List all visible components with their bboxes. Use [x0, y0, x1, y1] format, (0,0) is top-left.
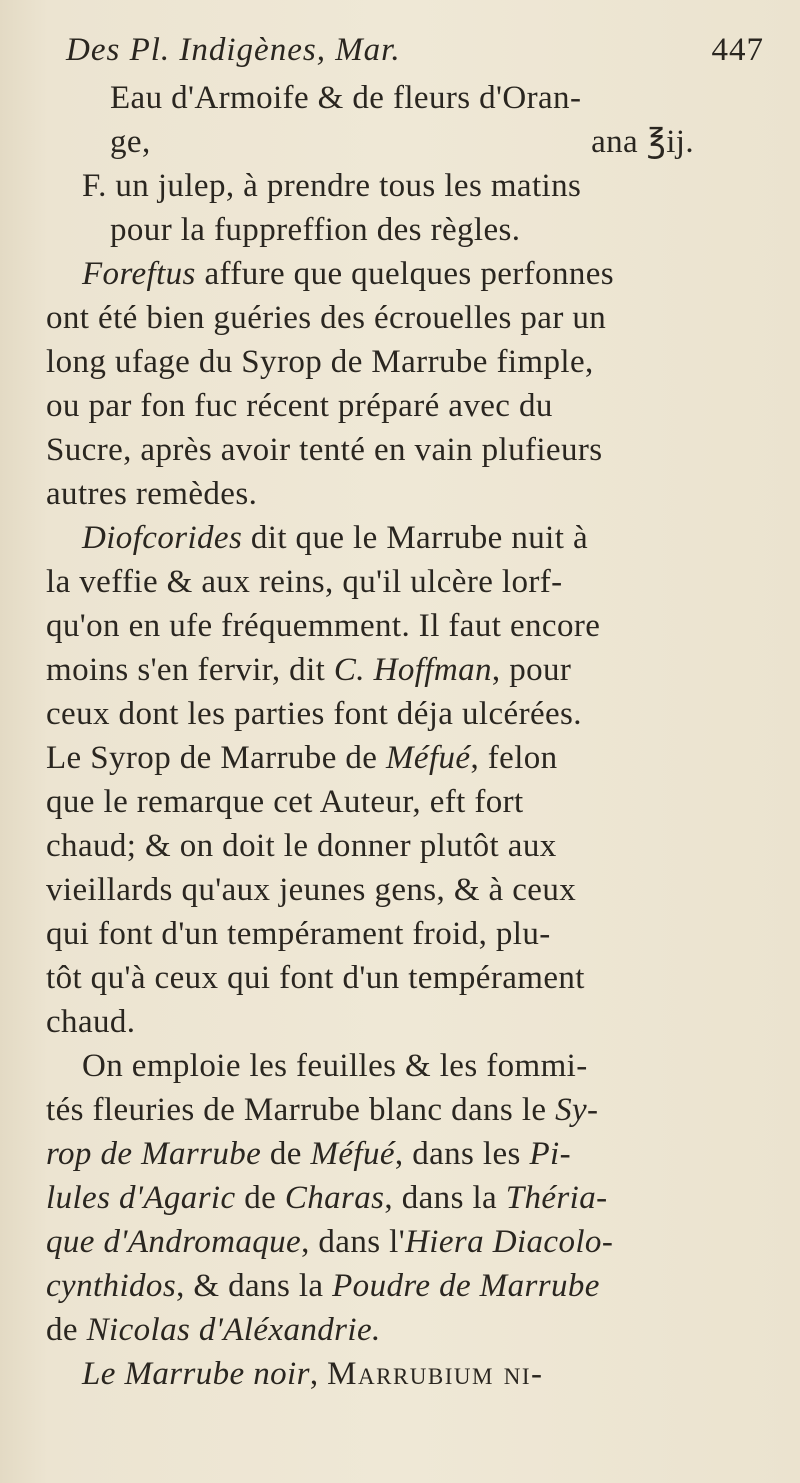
page-number: 447	[711, 32, 764, 68]
text-line: chaud.	[46, 1004, 136, 1040]
text-line: qui font d'un tempérament froid, plu-	[46, 916, 551, 952]
text-line: Sucre, après avoir tenté en vain plufieurs	[46, 432, 603, 468]
text-line: long ufage du Syrop de Marrube fimple,	[46, 344, 594, 380]
running-header	[46, 30, 764, 76]
text-line: moins s'en fervir, dit C. Hoffman, pour	[46, 652, 572, 688]
text-line: Foreftus affure que quelques perfonnes	[82, 256, 615, 292]
text-line: que d'Andromaque, dans l'Hiera Diacolo-	[46, 1224, 614, 1260]
running-title: Des Pl. Indigènes, Mar.	[66, 32, 401, 68]
text-line: lules d'Agaric de Charas, dans la Théria-	[46, 1180, 608, 1216]
text-line: F. un julep, à prendre tous les matins	[82, 168, 582, 204]
text-line: Eau d'Armoife & de fleurs d'Oran-	[110, 80, 582, 116]
text-line: tés fleuries de Marrube blanc dans le Sy-	[46, 1092, 599, 1128]
text-line: ont été bien guéries des écrouelles par un	[46, 300, 607, 336]
text-line: autres remèdes.	[46, 476, 258, 512]
text-line: que le remarque cet Auteur, eft fort	[46, 784, 524, 820]
text-line: la veffie & aux reins, qu'il ulcère lorf-	[46, 564, 563, 600]
text-line: pour la fuppreffion des règles.	[110, 212, 521, 248]
text-line: Diofcorides dit que le Marrube nuit à	[82, 520, 589, 556]
text-line: ceux dont les parties font déja ulcérées.	[46, 696, 582, 732]
text-line: Le Marrube noir, Marrubium ni-	[82, 1356, 544, 1392]
text-line: On emploie les feuilles & les fommi-	[82, 1048, 588, 1084]
text-line: chaud; & on doit le donner plutôt aux	[46, 828, 557, 864]
text-line: vieillards qu'aux jeunes gens, & à ceux	[46, 872, 577, 908]
text-line: tôt qu'à ceux qui font d'un tempérament	[46, 960, 585, 996]
text-line: ou par fon fuc récent préparé avec du	[46, 388, 553, 424]
text-line: Le Syrop de Marrube de Méfué, felon	[46, 740, 558, 776]
page-text	[46, 30, 764, 1396]
text-line: cynthidos, & dans la Poudre de Marrube	[46, 1268, 600, 1304]
text-line: qu'on en ufe fréquemment. Il faut encore	[46, 608, 601, 644]
text-line: rop de Marrube de Méfué, dans les Pi-	[46, 1136, 571, 1172]
text-line: de Nicolas d'Aléxandrie.	[46, 1312, 381, 1348]
text-line: ge, ana ℥ij.	[110, 124, 694, 160]
